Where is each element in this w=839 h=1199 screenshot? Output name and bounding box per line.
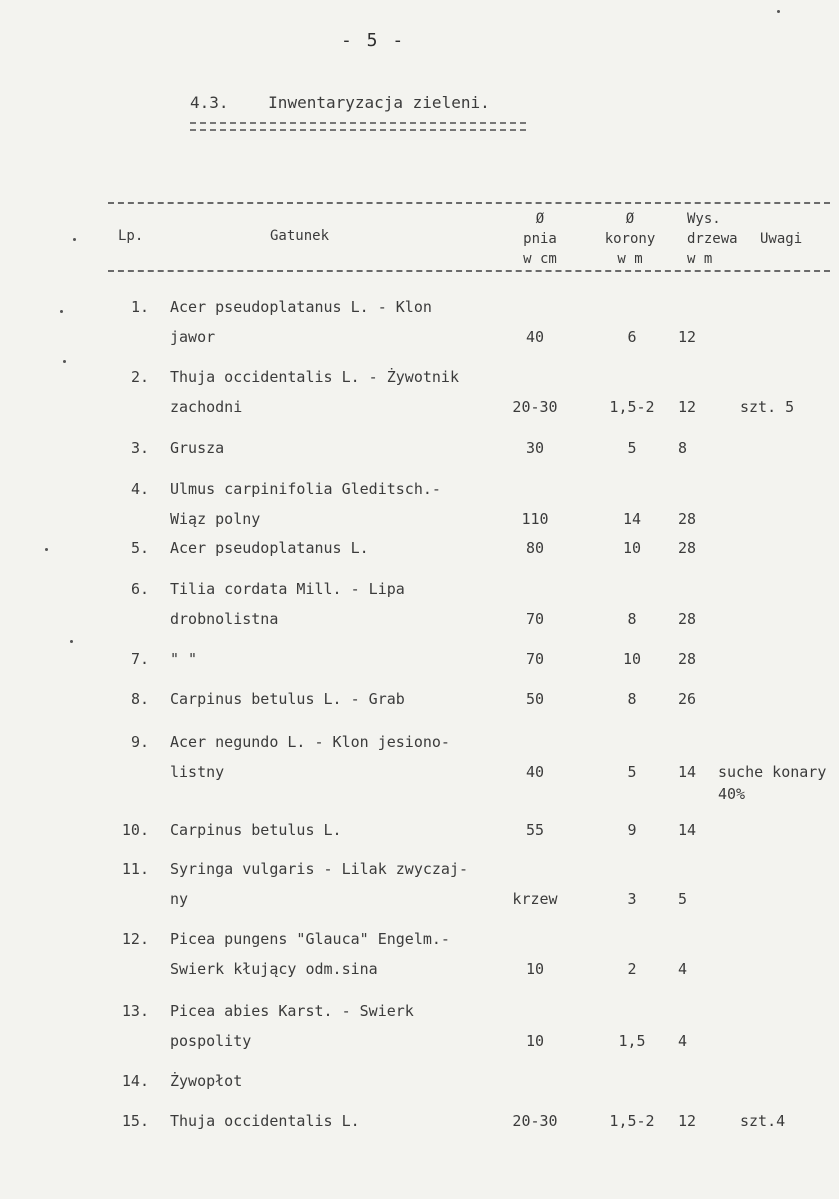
table-header-rule: [108, 270, 830, 275]
species-name-cont: pospolity: [170, 1032, 252, 1050]
header-pnia: pnia: [523, 231, 557, 247]
tree-height: 12: [678, 328, 697, 346]
trunk-diameter: 40: [525, 763, 545, 781]
header-uwagi: Uwagi: [760, 231, 803, 247]
species-name: Żywopłot: [170, 1072, 243, 1090]
trunk-diameter: 110: [521, 510, 549, 528]
header-korony-unit: w m: [617, 251, 643, 267]
row-number: 12.: [121, 930, 149, 948]
margin-speck: [777, 10, 780, 13]
trunk-diameter: 80: [525, 539, 545, 557]
remarks: szt.4: [740, 1112, 786, 1130]
remarks-cont: 40%: [718, 785, 746, 803]
crown-diameter: 1,5-2: [609, 398, 655, 416]
species-name: Acer negundo L. - Klon jesiono-: [170, 733, 450, 751]
header-wys-unit: w m: [687, 251, 713, 267]
trunk-diameter: 20-30: [512, 1112, 558, 1130]
header-wys: Wys.: [687, 211, 721, 227]
crown-diameter: 6: [627, 328, 637, 346]
header-lp: Lp.: [118, 228, 144, 244]
tree-height: 28: [678, 650, 697, 668]
species-name: Thuja occidentalis L.: [170, 1112, 360, 1130]
trunk-diameter: 70: [525, 610, 545, 628]
species-name-cont: jawor: [170, 328, 216, 346]
species-name: Picea abies Karst. - Swierk: [170, 1002, 414, 1020]
margin-speck: [73, 238, 76, 241]
species-name: Picea pungens "Glauca" Engelm.-: [170, 930, 450, 948]
species-name: Acer pseudoplatanus L.: [170, 539, 369, 557]
section-heading: [190, 93, 490, 112]
crown-diameter: 5: [627, 763, 637, 781]
species-name: Acer pseudoplatanus L. - Klon: [170, 298, 432, 316]
page-number: - 5 -: [341, 30, 406, 51]
tree-height: 14: [678, 821, 697, 839]
row-number: 15.: [121, 1112, 149, 1130]
species-name: " ": [170, 650, 198, 668]
trunk-diameter: 20-30: [512, 398, 558, 416]
crown-diameter: 8: [627, 690, 637, 708]
species-name-cont: Wiąz polny: [170, 510, 261, 528]
tree-height: 4: [678, 960, 688, 978]
section-number: 4.3.: [190, 93, 229, 112]
margin-speck: [70, 640, 73, 643]
margin-speck: [45, 548, 48, 551]
trunk-diameter: 30: [525, 439, 545, 457]
row-number: 7.: [130, 650, 149, 668]
species-name: Carpinus betulus L.: [170, 821, 342, 839]
crown-diameter: 1,5: [618, 1032, 646, 1050]
crown-diameter: 14: [622, 510, 642, 528]
tree-height: 12: [678, 1112, 697, 1130]
row-number: 11.: [121, 860, 149, 878]
row-number: 5.: [130, 539, 149, 557]
species-name: Syringa vulgaris - Lilak zwyczaj-: [170, 860, 469, 878]
header-pnia-symbol: Ø: [535, 211, 545, 227]
row-number: 14.: [121, 1072, 149, 1090]
tree-height: 28: [678, 610, 697, 628]
species-name-cont: ny: [170, 890, 189, 908]
heading-underline: [190, 122, 526, 131]
tree-height: 14: [678, 763, 697, 781]
crown-diameter: 9: [627, 821, 637, 839]
section-title: Inwentaryzacja zieleni.: [268, 93, 490, 112]
trunk-diameter: 40: [525, 328, 545, 346]
trunk-diameter: 70: [525, 650, 545, 668]
species-name-cont: zachodni: [170, 398, 243, 416]
species-name-cont: Swierk kłujący odm.sina: [170, 960, 378, 978]
row-number: 3.: [130, 439, 149, 457]
crown-diameter: 3: [627, 890, 637, 908]
trunk-diameter: krzew: [512, 890, 558, 908]
trunk-diameter: 10: [525, 960, 545, 978]
remarks: szt. 5: [740, 398, 795, 416]
row-number: 6.: [130, 580, 149, 598]
row-number: 1.: [130, 298, 149, 316]
margin-speck: [60, 310, 63, 313]
header-korony-symbol: Ø: [625, 211, 635, 227]
row-number: 10.: [121, 821, 149, 839]
crown-diameter: 10: [622, 539, 642, 557]
trunk-diameter: 10: [525, 1032, 545, 1050]
species-name: Thuja occidentalis L. - Żywotnik: [170, 368, 459, 386]
header-korony: korony: [604, 231, 656, 247]
species-name-cont: listny: [170, 763, 225, 781]
crown-diameter: 5: [627, 439, 637, 457]
tree-height: 28: [678, 510, 697, 528]
tree-height: 12: [678, 398, 697, 416]
species-name: Ulmus carpinifolia Gleditsch.-: [170, 480, 441, 498]
row-number: 9.: [130, 733, 149, 751]
crown-diameter: 1,5-2: [609, 1112, 655, 1130]
header-pnia-unit: w cm: [523, 251, 557, 267]
header-drzewa: drzewa: [687, 231, 738, 247]
tree-height: 4: [678, 1032, 688, 1050]
trunk-diameter: 55: [525, 821, 545, 839]
margin-speck: [63, 360, 66, 363]
tree-height: 28: [678, 539, 697, 557]
table-top-rule: [108, 202, 830, 207]
tree-height: 8: [678, 439, 688, 457]
row-number: 13.: [121, 1002, 149, 1020]
species-name-cont: drobnolistna: [170, 610, 279, 628]
tree-height: 26: [678, 690, 697, 708]
species-name: Grusza: [170, 439, 225, 457]
remarks: suche konary: [718, 763, 827, 781]
tree-height: 5: [678, 890, 688, 908]
crown-diameter: 10: [622, 650, 642, 668]
header-gatunek: Gatunek: [270, 228, 330, 244]
row-number: 4.: [130, 480, 149, 498]
row-number: 8.: [130, 690, 149, 708]
crown-diameter: 8: [627, 610, 637, 628]
crown-diameter: 2: [627, 960, 637, 978]
row-number: 2.: [130, 368, 149, 386]
trunk-diameter: 50: [525, 690, 545, 708]
species-name: Carpinus betulus L. - Grab: [170, 690, 405, 708]
species-name: Tilia cordata Mill. - Lipa: [170, 580, 405, 598]
